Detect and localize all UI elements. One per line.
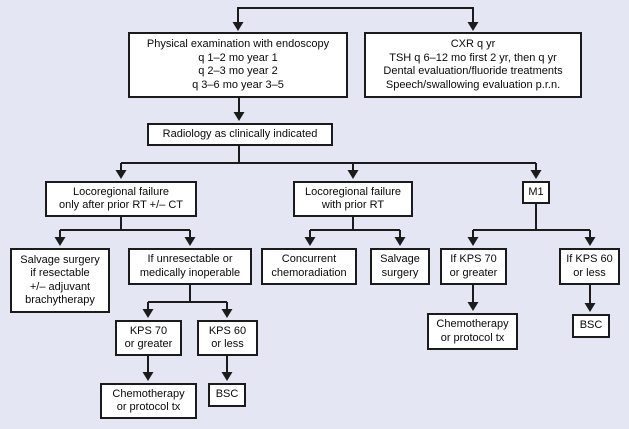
node-salvage-surgery-brachytherapy	[10, 248, 110, 313]
arrowhead	[468, 302, 479, 311]
node-text-line: Radiology as clinically indicated	[162, 127, 318, 140]
node-text-line: or greater	[124, 338, 173, 350]
node-chemotherapy-protocol-right	[427, 313, 518, 350]
node-text-line: with prior RT	[321, 199, 385, 211]
node-text-line: +/– adjuvant	[29, 280, 91, 293]
node-salvage-surgery	[370, 248, 430, 285]
node-text-line: Salvage	[380, 253, 420, 265]
node-text-line: or greater	[449, 266, 498, 279]
arrowhead	[143, 309, 154, 318]
node-text-line: or protocol tx	[116, 401, 181, 413]
node-bsc-right	[572, 314, 610, 338]
node-text-line: Concurrent	[281, 253, 337, 265]
node-kps-70	[115, 320, 182, 356]
arrowhead	[116, 170, 127, 179]
node-text-line: Chemotherapy	[436, 318, 509, 330]
node-text-line: BSC	[579, 319, 603, 332]
node-text-line: only after prior RT +/– CT	[58, 199, 183, 211]
node-text-line: KPS 70	[129, 324, 168, 337]
node-chemotherapy-protocol-left	[100, 383, 197, 419]
node-text-line: Locoregional failure	[304, 185, 401, 198]
node-text-line: If KPS 60	[566, 253, 613, 265]
node-text-line: brachytherapy	[25, 294, 95, 306]
node-text-line: or less	[573, 266, 606, 279]
edge-m1-branch	[473, 204, 590, 238]
node-text-line: q 2–3 mo year 2	[198, 65, 278, 77]
node-text-line: BSC	[215, 388, 239, 401]
arrowhead	[468, 22, 479, 31]
node-text-line: surgery	[381, 266, 419, 279]
arrowhead	[222, 372, 233, 381]
node-locoregional-failure-prior-rt	[293, 181, 413, 217]
edge-top-bracket	[238, 8, 473, 24]
arrowhead	[185, 237, 196, 246]
arrowhead	[395, 237, 406, 246]
edge-radiology-branch	[121, 146, 536, 171]
node-text-line: medically inoperable	[139, 266, 241, 279]
node-text-line: q 3–6 mo year 3–5	[192, 78, 284, 91]
arrowhead	[55, 237, 66, 246]
node-kps-60	[197, 320, 258, 356]
arrowhead	[468, 237, 479, 246]
node-text-line: Salvage surgery	[20, 253, 100, 266]
node-text-line: Physical examination with endoscopy	[146, 38, 330, 50]
node-concurrent-chemoradiation	[261, 248, 357, 285]
arrowhead	[233, 22, 244, 31]
node-text-line: chemoradiation	[271, 266, 347, 279]
arrowhead	[222, 309, 233, 318]
node-text-line: or protocol tx	[440, 331, 505, 344]
node-text-line: or less	[211, 338, 244, 350]
edge-mid-loco-branch	[310, 217, 400, 238]
node-text-line: CXR q yr	[450, 38, 496, 50]
node-text-line: Locoregional failure	[72, 185, 169, 198]
node-text-line: KPS 60	[208, 324, 247, 337]
node-text-line: If unresectable or	[147, 253, 233, 265]
node-physical-exam	[128, 32, 348, 98]
node-locoregional-failure-no-prior-rt	[45, 181, 197, 217]
node-if-kps-70	[440, 248, 507, 285]
node-text-line: TSH q 6–12 mo first 2 yr, then q yr	[389, 51, 557, 64]
node-unresectable	[128, 248, 252, 285]
node-text-line: If KPS 70	[450, 253, 497, 265]
node-bsc-left	[208, 383, 246, 407]
edge-left-loco-branch	[60, 217, 190, 238]
node-surveillance	[364, 32, 582, 98]
node-text-line: Dental evaluation/fluoride treatments	[383, 65, 563, 77]
edge-unresectable-branch	[148, 285, 227, 310]
node-text-line: Chemotherapy	[112, 387, 185, 400]
arrowhead	[585, 303, 596, 312]
arrowhead	[348, 170, 359, 179]
node-radiology	[147, 123, 333, 146]
arrowhead	[143, 372, 154, 381]
node-m1	[522, 181, 550, 204]
node-text-line: M1	[528, 185, 544, 198]
node-if-kps-60	[559, 248, 620, 285]
node-text-line: q 1–2 mo year 1	[198, 51, 278, 64]
arrowhead	[305, 237, 316, 246]
node-text-line: Speech/swallowing evaluation p.r.n.	[385, 78, 561, 91]
arrowhead	[234, 112, 245, 121]
arrowhead	[585, 237, 596, 246]
arrowhead	[531, 170, 542, 179]
node-text-line: if resectable	[30, 267, 90, 279]
